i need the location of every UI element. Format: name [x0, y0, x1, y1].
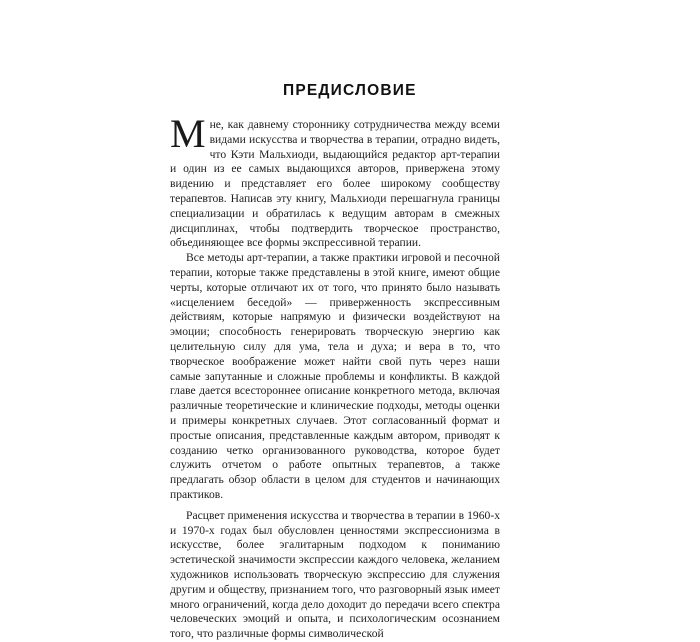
drop-cap: М: [170, 111, 206, 156]
paragraph-2: Все методы арт-терапии, а также практики игровой и песочной терапии, которые также представлены в этой книге, имеют общие черты, которые отличают их от того, что принято было называть «исцелением беседой» — приверженность экспрессивным действиям, которые напрямую и физически воздействуют на эмоции; способность генерировать творческую энергию как целительную силу для ума, тела и духа; и вера в то, что творческое воображение может найти свой путь через наши самые запутанные и сложные проблемы и конфликты. В каждой главе дается всестороннее описание конкретного метода, включая различные теоретические и клинические подходы, методы оценки и примеры конкретных случаев. Этот согласованный формат и простые описания, представленные каждым автором, приводят к созданию четко организованного руководства, которое будет служить отчетом о работе опытных терапевтов, а также предлагать обзор области в целом для студентов и начинающих практиков.: [170, 251, 500, 501]
paragraph-3: Расцвет применения искусства и творчества в терапии в 1960-х и 1970-х годах был обусловлен ценностями экспрессионизма в искусстве, более эгалитарным подходом к пониманию эстетической значимости экспрессии каждого человека, желанием художников использовать творческую экспрессию для служения другим и обществу, признанием того, что разговорный язык имеет много ограничений, когда дело доходит до передачи всего спектра человеческих эмоций и опыта, и психологическим осознанием того, что различные формы символической: [170, 508, 500, 641]
paragraph-1: [170, 111, 500, 251]
chapter-heading: ПРЕДИСЛОВИЕ: [283, 82, 417, 99]
book-page: [170, 0, 500, 641]
body-text: [170, 111, 500, 642]
paragraph-1-text: не, как давнему стороннику сотрудничества между всеми видами искусства и творчества в терапии, отрадно видеть, что Кэти Мальхиоди, выдающийся редактор арт-терапии и один из ее самых выдающихся авторов, привержена этому видению и представляет его более широкому сообществу терапевтов. Написав эту книгу, Мальхиоди перешагнула границы специализации и обратилась к ведущим авторам в смежных дисциплинах, чтобы подтвердить творческое пространство, объединяющее все формы экспрессивной терапии.: [170, 118, 500, 250]
